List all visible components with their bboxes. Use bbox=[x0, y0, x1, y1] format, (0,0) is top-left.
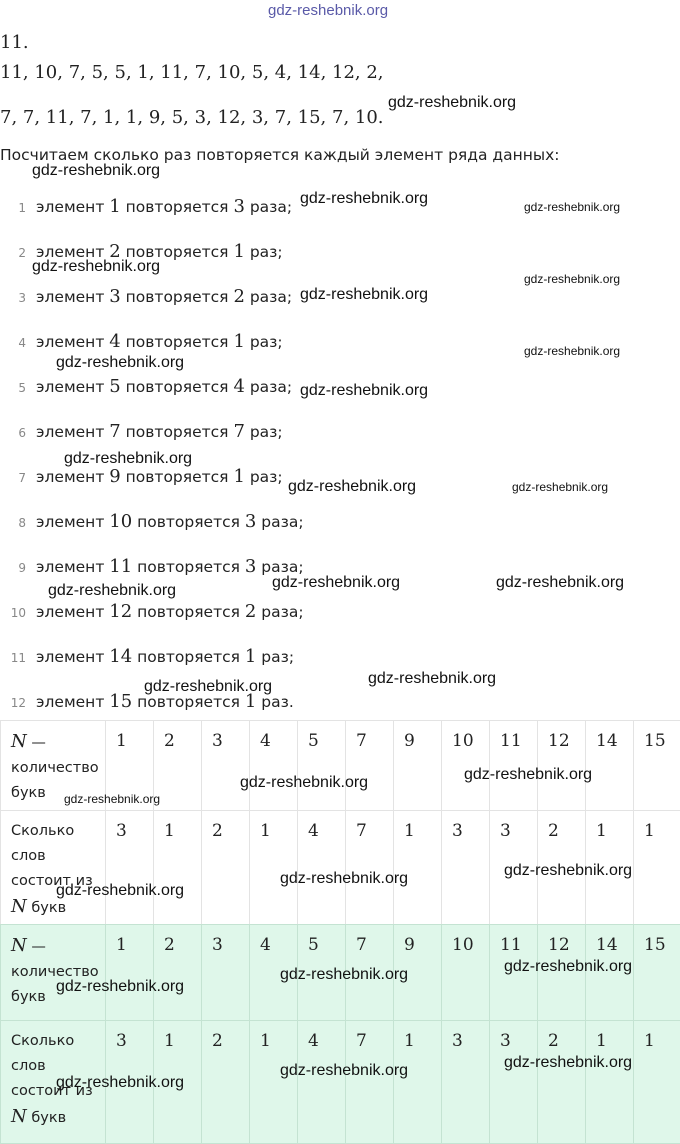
watermark: gdz-reshebnik.org bbox=[56, 882, 184, 900]
list-index: 11 bbox=[0, 651, 26, 665]
repeat-count: 1 bbox=[233, 331, 244, 352]
repeat-count: 1 bbox=[245, 646, 256, 667]
item-text: повторяется bbox=[132, 693, 245, 711]
count-cell: 1 bbox=[250, 1021, 298, 1144]
n-value-cell: 10 bbox=[442, 925, 490, 1021]
watermark: gdz-reshebnik.org bbox=[388, 94, 516, 112]
list-item bbox=[0, 421, 283, 442]
element-value: 7 bbox=[109, 421, 120, 442]
element-value: 11 bbox=[109, 556, 132, 577]
count-cell: 7 bbox=[346, 811, 394, 925]
list-index: 3 bbox=[0, 291, 26, 305]
watermark: gdz-reshebnik.org bbox=[280, 1062, 408, 1080]
item-text: раз; bbox=[256, 648, 294, 666]
item-text: повторяется bbox=[121, 333, 234, 351]
watermark: gdz-reshebnik.org bbox=[280, 966, 408, 984]
repeat-count: 3 bbox=[245, 511, 256, 532]
item-text: раза; bbox=[245, 378, 292, 396]
list-item bbox=[0, 601, 304, 622]
count-cell: 3 bbox=[442, 1021, 490, 1144]
item-text: элемент bbox=[36, 378, 109, 396]
count-cell: 4 bbox=[298, 1021, 346, 1144]
element-value: 3 bbox=[109, 286, 120, 307]
repeat-count: 1 bbox=[233, 241, 244, 262]
item-text: раза; bbox=[256, 558, 303, 576]
watermark: gdz-reshebnik.org bbox=[504, 862, 632, 880]
frequency-table-green bbox=[0, 924, 680, 1144]
series-line-1: 11, 10, 7, 5, 5, 1, 11, 7, 10, 5, 4, 14, 12, 2, bbox=[0, 62, 384, 83]
item-text: повторяется bbox=[121, 423, 234, 441]
item-text: элемент bbox=[36, 468, 109, 486]
count-cell: 3 bbox=[106, 1021, 154, 1144]
n-value-cell: 11 bbox=[490, 925, 538, 1021]
count-cell: 2 bbox=[538, 811, 586, 925]
var-n: N bbox=[11, 935, 27, 956]
item-text: раз; bbox=[245, 423, 283, 441]
n-value-cell: 1 bbox=[106, 925, 154, 1021]
item-text: повторяется bbox=[121, 198, 234, 216]
count-cell: 2 bbox=[202, 1021, 250, 1144]
item-text: элемент bbox=[36, 423, 109, 441]
item-text: элемент bbox=[36, 648, 109, 666]
list-item bbox=[0, 646, 294, 667]
n-value-cell: 4 bbox=[250, 925, 298, 1021]
watermark: gdz-reshebnik.org bbox=[32, 162, 160, 180]
watermark: gdz-reshebnik.org bbox=[56, 354, 184, 372]
item-text: повторяется bbox=[121, 243, 234, 261]
watermark: gdz-reshebnik.org bbox=[56, 978, 184, 996]
row-header-text: — количество букв bbox=[11, 939, 99, 1005]
row-header-n bbox=[1, 925, 106, 1021]
list-item bbox=[0, 331, 283, 352]
row-header-text: букв bbox=[27, 900, 66, 916]
n-value-cell: 10 bbox=[442, 721, 490, 811]
n-value-cell: 5 bbox=[298, 925, 346, 1021]
count-cell: 1 bbox=[586, 1021, 634, 1144]
n-value-cell: 3 bbox=[202, 925, 250, 1021]
item-text: элемент bbox=[36, 333, 109, 351]
list-item bbox=[0, 511, 304, 532]
item-text: элемент bbox=[36, 693, 109, 711]
row-header-text: — количество букв bbox=[11, 735, 99, 801]
count-cell: 1 bbox=[154, 1021, 202, 1144]
n-value-cell: 2 bbox=[154, 925, 202, 1021]
count-cell: 1 bbox=[154, 811, 202, 925]
watermark: gdz-reshebnik.org bbox=[144, 678, 272, 696]
item-text: повторяется bbox=[121, 378, 234, 396]
n-value-cell: 15 bbox=[634, 721, 680, 811]
list-index: 9 bbox=[0, 561, 26, 575]
item-text: повторяется bbox=[132, 603, 245, 621]
list-index: 6 bbox=[0, 426, 26, 440]
item-text: элемент bbox=[36, 243, 109, 261]
item-text: раз; bbox=[245, 333, 283, 351]
n-value-cell: 12 bbox=[538, 925, 586, 1021]
row-header-text: букв bbox=[27, 1110, 66, 1126]
row-header-text: Сколько слов состоит из bbox=[11, 823, 93, 889]
watermark: gdz-reshebnik.org bbox=[300, 382, 428, 400]
count-cell: 1 bbox=[634, 1021, 680, 1144]
count-cell: 1 bbox=[250, 811, 298, 925]
n-value-cell: 15 bbox=[634, 925, 680, 1021]
item-text: элемент bbox=[36, 558, 109, 576]
repeat-count: 1 bbox=[245, 691, 256, 712]
list-index: 1 bbox=[0, 201, 26, 215]
n-value-cell: 1 bbox=[106, 721, 154, 811]
repeat-count: 7 bbox=[233, 421, 244, 442]
element-value: 12 bbox=[109, 601, 132, 622]
n-value-cell: 5 bbox=[298, 721, 346, 811]
list-index: 4 bbox=[0, 336, 26, 350]
item-text: раза; bbox=[245, 288, 292, 306]
item-text: раза; bbox=[256, 513, 303, 531]
list-item bbox=[0, 196, 292, 217]
list-index: 5 bbox=[0, 381, 26, 395]
n-value-cell: 2 bbox=[154, 721, 202, 811]
item-text: раз; bbox=[245, 243, 283, 261]
watermark: gdz-reshebnik.org bbox=[32, 258, 160, 276]
n-value-cell: 9 bbox=[394, 925, 442, 1021]
n-value-cell: 12 bbox=[538, 721, 586, 811]
item-text: элемент bbox=[36, 288, 109, 306]
watermark: gdz-reshebnik.org bbox=[272, 574, 400, 592]
n-value-cell: 9 bbox=[394, 721, 442, 811]
element-value: 14 bbox=[109, 646, 132, 667]
watermark: gdz-reshebnik.org bbox=[524, 272, 620, 286]
repeat-count: 3 bbox=[233, 196, 244, 217]
watermark: gdz-reshebnik.org bbox=[504, 1054, 632, 1072]
repeat-count: 1 bbox=[233, 466, 244, 487]
element-value: 4 bbox=[109, 331, 120, 352]
item-text: элемент bbox=[36, 513, 109, 531]
watermark: gdz-reshebnik.org bbox=[512, 480, 608, 494]
repeat-count: 3 bbox=[245, 556, 256, 577]
watermark: gdz-reshebnik.org bbox=[280, 870, 408, 888]
count-cell: 2 bbox=[538, 1021, 586, 1144]
watermark: gdz-reshebnik.org bbox=[268, 2, 388, 19]
list-item bbox=[0, 376, 292, 397]
watermark: gdz-reshebnik.org bbox=[496, 574, 624, 592]
var-n: N bbox=[11, 896, 27, 917]
watermark: gdz-reshebnik.org bbox=[368, 670, 496, 688]
row-header-count bbox=[1, 811, 106, 925]
watermark: gdz-reshebnik.org bbox=[240, 774, 368, 792]
repeat-count: 4 bbox=[233, 376, 244, 397]
item-text: раз. bbox=[256, 693, 293, 711]
count-cell: 1 bbox=[586, 811, 634, 925]
item-text: повторяется bbox=[121, 468, 234, 486]
count-cell: 4 bbox=[298, 811, 346, 925]
count-cell: 3 bbox=[106, 811, 154, 925]
list-item bbox=[0, 466, 283, 487]
item-text: повторяется bbox=[132, 558, 245, 576]
watermark: gdz-reshebnik.org bbox=[48, 582, 176, 600]
count-cell: 3 bbox=[490, 811, 538, 925]
var-n: N bbox=[11, 731, 27, 752]
list-index: 2 bbox=[0, 246, 26, 260]
n-value-cell: 4 bbox=[250, 721, 298, 811]
element-value: 9 bbox=[109, 466, 120, 487]
watermark: gdz-reshebnik.org bbox=[300, 190, 428, 208]
watermark: gdz-reshebnik.org bbox=[464, 766, 592, 784]
item-text: раза; bbox=[245, 198, 292, 216]
repeat-count: 2 bbox=[245, 601, 256, 622]
item-text: раза; bbox=[256, 603, 303, 621]
element-value: 15 bbox=[109, 691, 132, 712]
item-text: раз; bbox=[245, 468, 283, 486]
count-cell: 3 bbox=[490, 1021, 538, 1144]
count-cell: 1 bbox=[394, 811, 442, 925]
watermark: gdz-reshebnik.org bbox=[524, 344, 620, 358]
n-value-cell: 11 bbox=[490, 721, 538, 811]
list-index: 7 bbox=[0, 471, 26, 485]
element-value: 2 bbox=[109, 241, 120, 262]
repeat-count: 2 bbox=[233, 286, 244, 307]
watermark: gdz-reshebnik.org bbox=[64, 792, 160, 806]
item-text: повторяется bbox=[132, 648, 245, 666]
row-header-text: Сколько слов состоит из bbox=[11, 1033, 93, 1099]
list-index: 10 bbox=[0, 606, 26, 620]
item-text: повторяется bbox=[121, 288, 234, 306]
item-text: элемент bbox=[36, 603, 109, 621]
count-cell: 2 bbox=[202, 811, 250, 925]
count-cell: 1 bbox=[394, 1021, 442, 1144]
list-item bbox=[0, 286, 292, 307]
intro-text: Посчитаем сколько раз повторяется каждый элемент ряда данных: bbox=[0, 146, 560, 164]
series-line-2: 7, 7, 11, 7, 1, 1, 9, 5, 3, 12, 3, 7, 15, 7, 10. bbox=[0, 107, 384, 128]
watermark: gdz-reshebnik.org bbox=[288, 478, 416, 496]
task-number: 11. bbox=[0, 32, 29, 53]
list-index: 12 bbox=[0, 696, 26, 710]
list-item bbox=[0, 556, 304, 577]
element-value: 10 bbox=[109, 511, 132, 532]
watermark: gdz-reshebnik.org bbox=[56, 1074, 184, 1092]
element-value: 5 bbox=[109, 376, 120, 397]
item-text: элемент bbox=[36, 198, 109, 216]
n-value-cell: 7 bbox=[346, 721, 394, 811]
watermark: gdz-reshebnik.org bbox=[300, 286, 428, 304]
item-text: повторяется bbox=[132, 513, 245, 531]
watermark: gdz-reshebnik.org bbox=[64, 450, 192, 468]
var-n: N bbox=[11, 1106, 27, 1127]
count-cell: 7 bbox=[346, 1021, 394, 1144]
n-value-cell: 7 bbox=[346, 925, 394, 1021]
n-value-cell: 14 bbox=[586, 925, 634, 1021]
list-index: 8 bbox=[0, 516, 26, 530]
count-cell: 3 bbox=[442, 811, 490, 925]
n-value-cell: 3 bbox=[202, 721, 250, 811]
watermark: gdz-reshebnik.org bbox=[504, 958, 632, 976]
n-value-cell: 14 bbox=[586, 721, 634, 811]
watermark: gdz-reshebnik.org bbox=[524, 200, 620, 214]
element-value: 1 bbox=[109, 196, 120, 217]
count-cell: 1 bbox=[634, 811, 680, 925]
